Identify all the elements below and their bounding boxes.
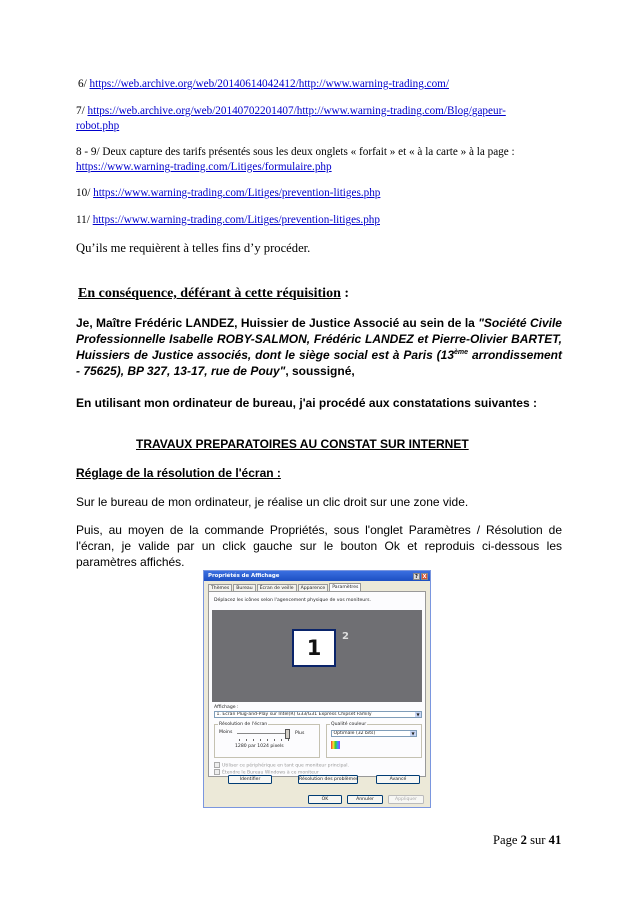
resolution-slider-thumb[interactable]: [285, 729, 290, 739]
ref-7-link[interactable]: https://web.archive.org/web/20140702201407/http://www.warning-trading.com/Blog/gapeur-: [87, 105, 506, 117]
tab-desktop[interactable]: Bureau: [233, 584, 255, 592]
ref-10-link[interactable]: https://www.warning-trading.com/Litiges/prevention-litiges.php: [93, 187, 381, 199]
tab-themes[interactable]: Thèmes: [208, 584, 232, 592]
ref-6: [78, 77, 578, 92]
monitor-instruction: Déplacez les icônes selon l'agencement physique de vos moniteurs.: [214, 598, 371, 603]
scp-name: "Société Civile Professionnelle Isabelle ROBY-SALMON, Frédéric LANDEZ et Pierre-Olivier BARTET, Huissiers de Justice associés, dont le siège social est à Paris (13: [76, 316, 562, 362]
display-label: Affichage :: [214, 705, 239, 710]
huissier-paragraph: [76, 315, 562, 379]
display-properties-dialog: [203, 570, 431, 808]
properties-paragraph: Puis, au moyen de la commande Propriétés, sous l'onglet Paramètres / Résolution de l'écran, je valide par un click gauche sur le bouton Ok et reproduis ci-dessous les paramètres affichés.: [76, 523, 562, 569]
checkbox-box: [214, 762, 220, 768]
resolution-value: 1280 par 1024 pixels: [235, 744, 284, 749]
monitor-1[interactable]: 1: [292, 629, 336, 667]
extend-desktop-label: Étendre le Bureau Windows à ce moniteur: [222, 770, 319, 776]
consequence-heading: [78, 285, 349, 303]
subsection-title: Réglage de la résolution de l'écran :: [76, 466, 281, 480]
advanced-button[interactable]: Avancé: [376, 775, 420, 784]
consequence-colon: :: [340, 286, 350, 301]
footer-mid: sur: [526, 833, 549, 847]
resolution-slider-ticks: [239, 739, 289, 741]
tab-settings[interactable]: Paramètres: [329, 583, 361, 592]
close-button[interactable]: X: [422, 573, 427, 580]
ref-6-number: 6/: [78, 78, 90, 90]
resolution-less: Moins: [219, 730, 233, 735]
help-button[interactable]: ?: [413, 573, 420, 580]
dialog-title: Propriétés de Affichage: [208, 573, 280, 579]
footer-prefix: Page: [493, 833, 521, 847]
display-select-value: 1. Écran Plug-and-Play sur Intel(R) G33/G31 Express Chipset Family: [216, 712, 372, 717]
ref-7-link-cont[interactable]: robot.php: [76, 120, 120, 132]
resolution-slider-track[interactable]: [237, 733, 289, 734]
color-quality-select[interactable]: [331, 730, 417, 737]
huissier-signature: , soussigné,: [285, 364, 355, 378]
usage-paragraph: En utilisant mon ordinateur de bureau, j'ai procédé aux constatations suivantes :: [76, 396, 537, 410]
ref-6-link[interactable]: https://web.archive.org/web/20140614042412/http://www.warning-trading.com/: [89, 78, 449, 90]
identify-button[interactable]: Identifier: [228, 775, 272, 784]
color-spectrum-bar: [331, 741, 340, 749]
color-quality-group: [326, 724, 422, 758]
cancel-button[interactable]: Annuler: [347, 795, 383, 804]
ref-7: [76, 104, 566, 134]
page-footer: [493, 833, 561, 848]
primary-monitor-label: Utiliser ce périphérique en tant que moniteur principal.: [222, 763, 349, 769]
ref-7-number: 7/: [76, 105, 88, 117]
ref-11-link[interactable]: https://www.warning-trading.com/Litiges/prevention-litiges.php: [92, 214, 380, 226]
troubleshoot-button[interactable]: Résolution des problèmes: [299, 777, 359, 782]
scp-address: arrondissement - 75625), BP 327, 13-17, rue de Pouy": [76, 348, 562, 378]
display-select[interactable]: [214, 711, 422, 718]
dialog-titlebar: [204, 571, 430, 581]
ref-10: [76, 186, 576, 201]
ref-10-number: 10/: [76, 187, 94, 199]
resolution-label: Résolution de l'écran: [219, 722, 268, 727]
chevron-down-icon: ▼: [411, 731, 415, 736]
ref-11-number: 11/: [76, 214, 93, 226]
apply-button[interactable]: Appliquer: [388, 795, 424, 804]
ok-button[interactable]: OK: [308, 795, 342, 804]
page-total: 41: [548, 833, 562, 847]
consequence-heading-text: En conséquence, déférant à cette réquisition: [78, 286, 341, 301]
color-quality-label: Qualité couleur: [331, 722, 367, 727]
page-number: 2: [520, 833, 527, 847]
ref-8-9-link[interactable]: https://www.warning-trading.com/Litiges/formulaire.php: [76, 161, 332, 173]
monitor-arrangement[interactable]: [212, 610, 422, 702]
right-click-paragraph: Sur le bureau de mon ordinateur, je réalise un clic droit sur une zone vide.: [76, 495, 469, 509]
huissier-intro: Je, Maître Frédéric LANDEZ, Huissier de Justice Associé au sein de la: [76, 316, 479, 330]
tab-screensaver[interactable]: Écran de veille: [257, 584, 297, 592]
requirement-text: Qu’ils me requièrent à telles fins d’y procéder.: [76, 241, 311, 255]
ref-8-9: [76, 145, 576, 175]
ref-8-9-text: 8 - 9/ Deux capture des tarifs présentés sous les deux onglets « forfait » et « à la carte » à la page :: [76, 146, 515, 158]
superscript-eme: ème: [454, 349, 469, 356]
tab-appearance[interactable]: Apparence: [298, 584, 329, 592]
ref-11: [76, 213, 576, 228]
section-title: TRAVAUX PREPARATOIRES AU CONSTAT SUR INTERNET: [136, 437, 469, 451]
resolution-group: [214, 724, 320, 758]
color-quality-value: Optimale (32 bits): [333, 731, 376, 736]
checkbox-box: [214, 769, 220, 775]
chevron-down-icon: ▼: [416, 712, 420, 717]
monitor-2[interactable]: 2: [342, 631, 349, 642]
resolution-more: Plus: [295, 731, 305, 736]
